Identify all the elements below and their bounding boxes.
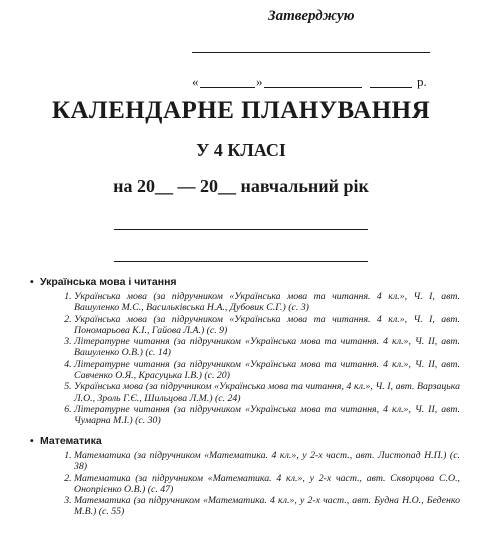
list-item: 4. Літературне читання (за підручником «Українська мова та читання. 4 кл.», Ч. ІІ, авт. Савченко О.Я., Красуцька І.В.) (с. 20)	[74, 359, 460, 382]
section-list	[30, 291, 460, 427]
approval-label: Затверджую	[268, 8, 355, 24]
section-ukrainian	[30, 276, 460, 427]
section-bullet: •	[30, 435, 34, 447]
section-bullet: •	[30, 276, 34, 288]
list-item: 2. Математика (за підручником «Математика. 4 кл.», у 2-х част., авт. Скворцова С.О., Онопрієнко О.В.) (с. 47)	[74, 473, 460, 496]
signature-line	[192, 52, 430, 53]
section-math	[30, 435, 460, 518]
list-item: 2. Українська мова (за підручником «Українська мова та читання. 4 кл.», Ч. І, авт. Пономарьова К.І., Гайова Л.А.) (с. 9)	[74, 314, 460, 337]
section-title: Українська мова і читання	[40, 276, 177, 288]
list-item: 6. Літературне читання (за підручником «Українська мова та читання, 4 кл.», Ч. ІІ, авт. Чумарна М.І.) (с. 30)	[74, 404, 460, 427]
date-year-suffix: р.	[417, 74, 427, 89]
list-item: 1. Математика (за підручником «Математика. 4 кл.», у 2-х част., авт. Листопад Н.П.) (с. 38)	[74, 450, 460, 473]
section-title: Математика	[40, 435, 102, 447]
list-item: 3. Літературне читання (за підручником «Українська мова та читання. 4 кл.», Ч. ІІ, авт. Вашуленко О.В.) (с. 14)	[74, 336, 460, 359]
blank-line-2	[114, 261, 368, 262]
list-item: 5. Українська мова (за підручником «Українська мова та читання, 4 кл.», Ч. І, авт. Варзацька Л.О., Зроль Г.Є., Шильцова Л.М.) (с. 24)	[74, 381, 460, 404]
date-year-line	[370, 87, 412, 88]
school-year: на 20__ — 20__ навчальний рік	[113, 176, 369, 196]
date-month-line	[264, 87, 362, 88]
blank-line-1	[114, 229, 368, 230]
list-item: 3. Математика (за підручником «Математика. 4 кл.», у 2-х част., авт. Будна Н.О., Беденко М.В.) (с. 55)	[74, 495, 460, 518]
grade-title: У 4 КЛАСІ	[196, 140, 286, 160]
date-quote-open: «	[192, 74, 199, 89]
list-item: 1. Українська мова (за підручником «Українська мова та читання. 4 кл.», Ч. І, авт. Вашуленко М.С., Васильківська Н.А., Дубовик С.Г.) (с. 3)	[74, 291, 460, 314]
page-title: КАЛЕНДАРНЕ ПЛАНУВАННЯ	[51, 97, 431, 124]
date-day-line	[200, 87, 255, 88]
section-list	[30, 450, 460, 518]
date-quote-close: »	[256, 74, 263, 89]
